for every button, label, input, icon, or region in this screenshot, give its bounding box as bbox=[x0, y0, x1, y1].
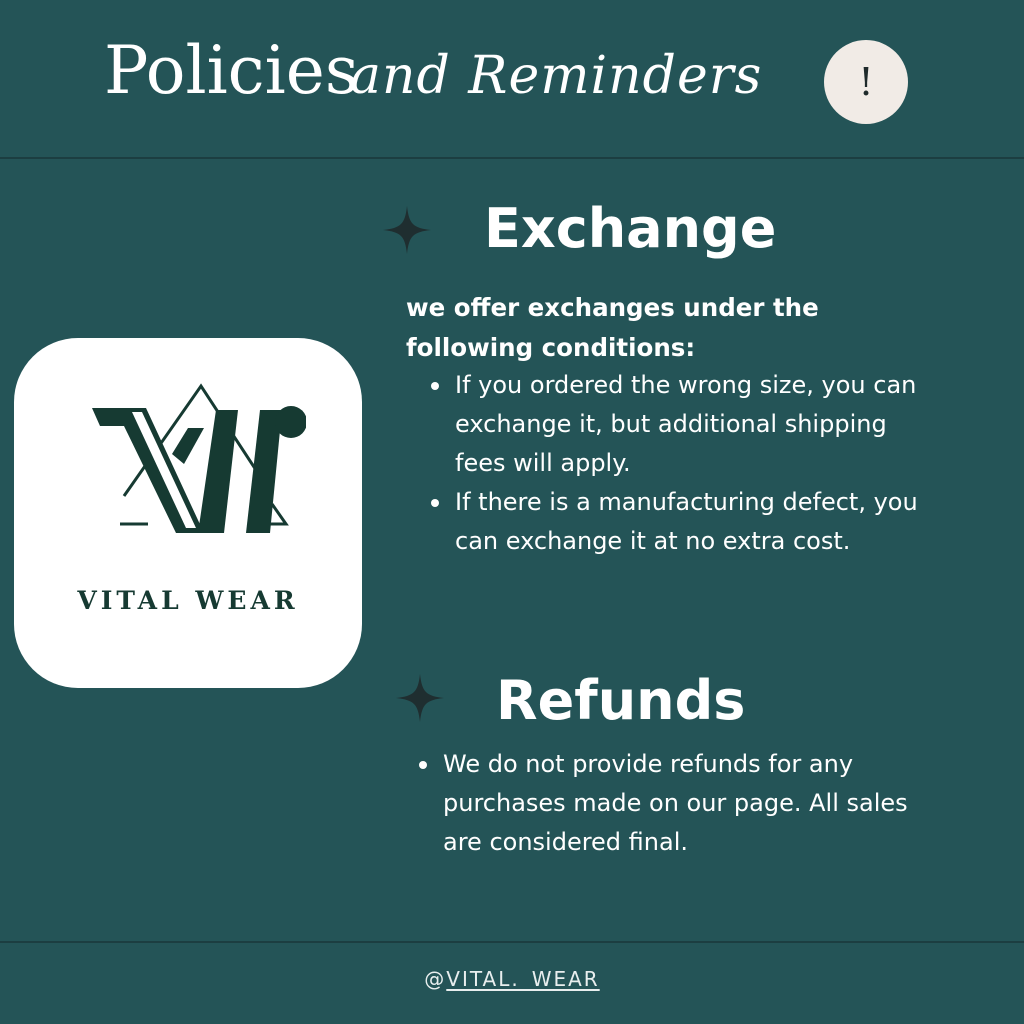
alert-symbol: ! bbox=[858, 60, 874, 104]
handle-name: VITAL._WEAR bbox=[446, 967, 600, 991]
list-item bbox=[428, 483, 928, 561]
list-item-text: We do not provide refunds for any purchases made on our page. All sales are considered final. bbox=[443, 750, 908, 856]
exchange-list bbox=[428, 366, 928, 561]
bullet-icon bbox=[431, 499, 439, 507]
exchange-intro: we offer exchanges under the following conditions: bbox=[406, 293, 819, 362]
refunds-list bbox=[416, 745, 916, 862]
list-item bbox=[428, 366, 928, 483]
social-handle-link[interactable] bbox=[0, 967, 1024, 991]
handle-prefix: @ bbox=[424, 967, 447, 991]
page-title: Policies bbox=[104, 32, 359, 109]
exchange-heading: Exchange bbox=[484, 197, 777, 260]
page-subtitle-script: and Reminders bbox=[350, 46, 763, 106]
list-item-text: If there is a manufacturing defect, you can exchange it at no extra cost. bbox=[455, 488, 918, 555]
four-point-star-icon bbox=[394, 672, 446, 724]
bullet-icon bbox=[419, 761, 427, 769]
divider-bottom bbox=[0, 941, 1024, 943]
header bbox=[0, 0, 1024, 158]
divider-top bbox=[0, 157, 1024, 159]
list-item-text: If you ordered the wrong size, you can exchange it, but additional shipping fees will apply. bbox=[455, 371, 917, 477]
brand-name: VITAL WEAR bbox=[77, 586, 299, 615]
bullet-icon bbox=[431, 382, 439, 390]
logo-card bbox=[14, 338, 362, 688]
refunds-heading: Refunds bbox=[496, 669, 746, 732]
four-point-star-icon bbox=[381, 204, 433, 256]
list-item bbox=[416, 745, 916, 862]
exclamation-icon bbox=[824, 40, 908, 124]
vw-monogram-icon bbox=[76, 378, 306, 568]
